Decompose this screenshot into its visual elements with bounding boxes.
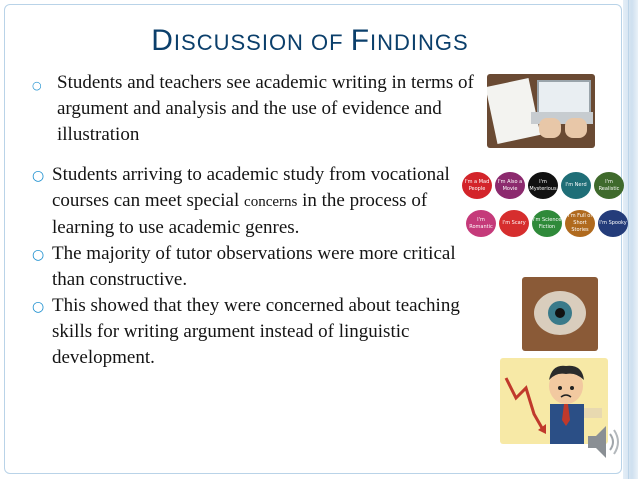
genre-bubbles-image (460, 170, 630, 245)
bullet-text: The majority of tutor observations were more critical than constructive. (52, 243, 456, 290)
bubble-icon: I'm Spooky (598, 210, 628, 237)
bubble-icon: I'm Science Fiction (532, 210, 562, 237)
eye-magnifier-photo (522, 277, 598, 351)
bullet-marker-icon: ○ (32, 299, 45, 315)
bubble-icon: I'm Mysterious (528, 172, 558, 199)
bullet-list (32, 70, 482, 371)
title-cap-2: F (350, 24, 371, 57)
bubble-icon: I'm a Mad People (462, 172, 492, 199)
bullet-item (32, 70, 482, 148)
title-cap-1: D (151, 24, 174, 57)
speaker-icon[interactable] (584, 420, 624, 464)
title-part-2: INDINGS (370, 30, 469, 55)
bubble-icon: I'm Scary (499, 210, 529, 237)
bullet-item (32, 293, 482, 371)
slide-title (0, 24, 620, 58)
bullet-text: Students and teachers see academic writing in terms of argument and analysis and the use of evidence and illustration (57, 72, 474, 145)
bubble-icon: I'm Realistic (594, 172, 624, 199)
bullet-item (32, 162, 482, 241)
bubble-icon: I'm Full of Short Stories (565, 210, 595, 237)
bullet-marker-icon: ○ (32, 168, 45, 184)
bullet-text: Students arriving to academic study from vocational courses can meet special (52, 164, 450, 211)
bullet-text-cont: in the process of learning to use academic genres. (52, 190, 428, 238)
bullet-text: This showed that they were concerned about teaching skills for writing argument instead of linguistic development. (52, 295, 460, 368)
laptop-writing-photo (487, 74, 595, 148)
bullet-marker-icon: ○ (32, 79, 42, 92)
bubble-icon: I'm Romantic (466, 210, 496, 237)
bubble-icon: I'm Also a Movie (495, 172, 525, 199)
bullet-small-word: concerns (244, 194, 298, 210)
bullet-item (32, 241, 482, 293)
title-part-1: ISCUSSION OF (173, 30, 351, 55)
bubble-icon: I'm Nerd (561, 172, 591, 199)
bullet-marker-icon: ○ (32, 247, 45, 263)
